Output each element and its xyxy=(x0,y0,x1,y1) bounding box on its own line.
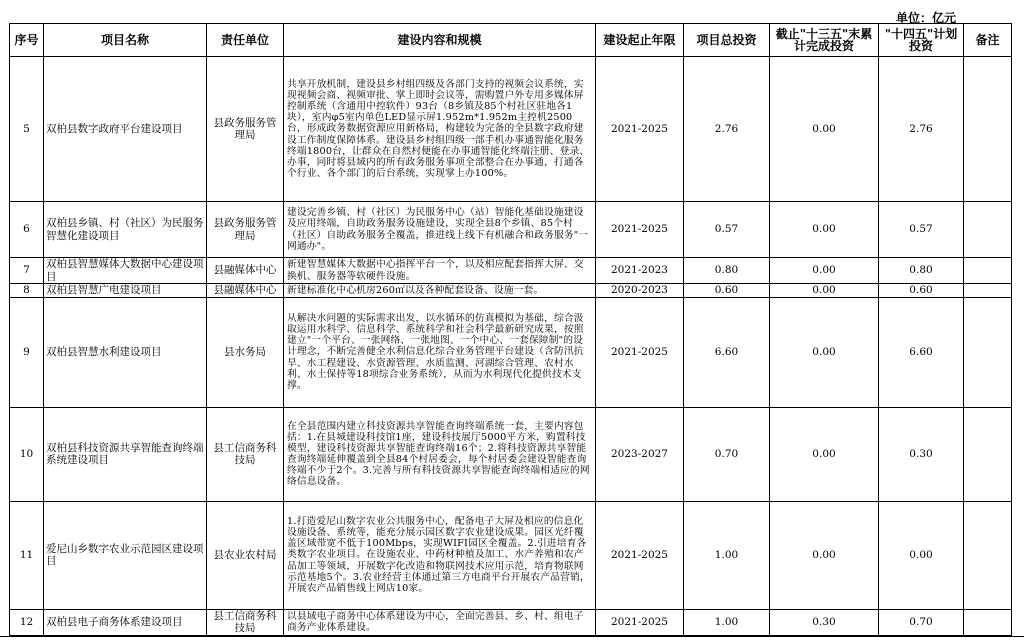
row-content: 在全县范围内建立科技资源共享智能查询终端系统一套，主要内容包括：1.在县城建设科技馆1座，建设科技展厅5000平方米，购置科技模型，建设科技资源共享智能查询终端16个；2.将科技资源共享智能查询终端延伸覆盖到全县84个村居委会，每个村居委会建设智能查询终端不少于2个。3.完善与所有科技资源共享智能查询终端相适应的网络信息设备。 xyxy=(284,407,596,501)
row-content: 建设完善乡镇、村（社区）为民服务中心（站）智能化基础设施建设及应用终端，自助政务服务设施建设，实现全县8个乡镇、85个村（社区）自助政务服务全覆盖，推进线上线下有机融合和政务服务"一网通办"。 xyxy=(284,202,596,258)
header-done: 截止"十三五"末累计完成投资 xyxy=(770,24,879,57)
table-row xyxy=(10,57,1012,202)
row-name: 爱尼山乡数字农业示范园区建设项目 xyxy=(44,501,207,609)
row-name: 双柏县智慧水利建设项目 xyxy=(44,297,207,407)
row-plan: 2.76 xyxy=(879,57,964,202)
row-done: 0.00 xyxy=(770,297,879,407)
table-row xyxy=(10,258,1012,284)
row-done: 0.00 xyxy=(770,202,879,258)
row-period: 2021-2025 xyxy=(596,57,684,202)
row-period: 2021-2025 xyxy=(596,297,684,407)
row-unit: 县政务服务管理局 xyxy=(207,202,284,258)
row-plan: 0.30 xyxy=(879,407,964,501)
table-row xyxy=(10,501,1012,609)
header-total: 项目总投资 xyxy=(684,24,770,57)
bottom-rule xyxy=(0,636,1024,637)
row-total: 0.80 xyxy=(684,258,770,284)
row-period: 2021-2025 xyxy=(596,501,684,609)
row-seq: 9 xyxy=(10,297,44,407)
row-note xyxy=(964,258,1012,284)
row-done: 0.00 xyxy=(770,501,879,609)
row-name: 双柏县智慧媒体大数据中心建设项目 xyxy=(44,258,207,284)
row-note xyxy=(964,284,1012,298)
row-name: 双柏县智慧广电建设项目 xyxy=(44,284,207,298)
row-total: 0.70 xyxy=(684,407,770,501)
row-unit: 县工信商务科技局 xyxy=(207,407,284,501)
row-content: 以县域电子商务中心体系建设为中心，全面完善县、乡、村、组电子商务产业体系建设。 xyxy=(284,609,596,635)
row-unit: 县政务服务管理局 xyxy=(207,57,284,202)
row-note xyxy=(964,609,1012,635)
row-seq: 11 xyxy=(10,501,44,609)
row-note xyxy=(964,297,1012,407)
table-header-row xyxy=(10,24,1012,57)
row-done: 0.30 xyxy=(770,609,879,635)
table-row xyxy=(10,609,1012,635)
row-seq: 8 xyxy=(10,284,44,298)
row-seq: 12 xyxy=(10,609,44,635)
row-unit: 县水务局 xyxy=(207,297,284,407)
row-plan: 0.80 xyxy=(879,258,964,284)
row-note xyxy=(964,501,1012,609)
row-total: 2.76 xyxy=(684,57,770,202)
row-name: 双柏县乡镇、村（社区）为民服务智慧化建设项目 xyxy=(44,202,207,258)
row-done: 0.00 xyxy=(770,407,879,501)
row-content: 新建标准化中心机房260㎡以及各种配套设备、设施一套。 xyxy=(284,284,596,298)
header-plan: "十四五"计划投资 xyxy=(879,24,964,57)
header-name: 项目名称 xyxy=(44,24,207,57)
row-period: 2020-2023 xyxy=(596,284,684,298)
row-unit: 县融媒体中心 xyxy=(207,258,284,284)
table-row xyxy=(10,284,1012,298)
row-plan: 0.00 xyxy=(879,501,964,609)
row-seq: 6 xyxy=(10,202,44,258)
unit-label: 单位：亿元 xyxy=(896,11,957,25)
investment-table xyxy=(9,23,1012,636)
row-note xyxy=(964,202,1012,258)
row-name: 双柏县电子商务体系建设项目 xyxy=(44,609,207,635)
row-total: 1.00 xyxy=(684,501,770,609)
header-period: 建设起止年限 xyxy=(596,24,684,57)
table-row xyxy=(10,202,1012,258)
row-plan: 6.60 xyxy=(879,297,964,407)
table-row xyxy=(10,297,1012,407)
row-plan: 0.70 xyxy=(879,609,964,635)
row-done: 0.00 xyxy=(770,57,879,202)
row-seq: 7 xyxy=(10,258,44,284)
row-total: 0.57 xyxy=(684,202,770,258)
row-unit: 县融媒体中心 xyxy=(207,284,284,298)
header-content: 建设内容和规模 xyxy=(284,24,596,57)
row-unit: 县工信商务科技局 xyxy=(207,609,284,635)
row-plan: 0.57 xyxy=(879,202,964,258)
header-seq: 序号 xyxy=(10,24,44,57)
header-note: 备注 xyxy=(964,24,1012,57)
row-done: 0.00 xyxy=(770,284,879,298)
table-row xyxy=(10,407,1012,501)
row-done: 0.00 xyxy=(770,258,879,284)
row-name: 双柏县数字政府平台建设项目 xyxy=(44,57,207,202)
row-note xyxy=(964,57,1012,202)
row-content: 新建智慧媒体大数据中心指挥平台一个，以及相应配套指挥大屏、交换机、服务器等软硬件设施。 xyxy=(284,258,596,284)
row-plan: 0.60 xyxy=(879,284,964,298)
row-content: 从解决水问题的实际需求出发，以水循环的仿真模拟为基础，综合汲取运用水科学、信息科学、系统科学和社会科学最新研究成果，按照建立"一个平台、一张网络、一张地图、一个中心、一套保障制"的设计理念，不断完善健全水利信息化综合业务管理平台建设（含防汛抗旱、水工程建设、水资源管理、水质监测、河湖综合管理、农村水利、水土保持等18项综合业务系统），从而为水利现代化提供技术支撑。 xyxy=(284,297,596,407)
row-note xyxy=(964,407,1012,501)
row-period: 2021-2025 xyxy=(596,202,684,258)
row-total: 1.00 xyxy=(684,609,770,635)
row-period: 2023-2027 xyxy=(596,407,684,501)
row-seq: 10 xyxy=(10,407,44,501)
row-total: 6.60 xyxy=(684,297,770,407)
row-content: 1.打造爱尼山数字农业公共服务中心，配备电子大屏及相应的信息化设施设备、系统等，能充分展示园区数字农业建设成果。园区光纤覆盖区域带宽不低于100Mbps，实现WIFI园区全覆盖。2.引进培育各类数字农业项目。在设施农业、中药材种植及加工、水产养殖和农产品加工等领域，开展数字化改造和物联网技术应用示范，培育物联网示范基地5个。3.农业经营主体通过第三方电商平台开展农产品营销，开展农产品销售线上网店10家。 xyxy=(284,501,596,609)
row-period: 2021-2023 xyxy=(596,258,684,284)
row-total: 0.60 xyxy=(684,284,770,298)
row-period: 2021-2025 xyxy=(596,609,684,635)
header-unit: 责任单位 xyxy=(207,24,284,57)
row-seq: 5 xyxy=(10,57,44,202)
row-name: 双柏县科技资源共享智能查询终端系统建设项目 xyxy=(44,407,207,501)
row-content: 共享开放机制，建设县乡村组四级及各部门支持的视频会议系统，实现视频会商、视频审批、掌上即时会议等，需购置户外专用多媒体屏控制系统（含通用中控软件）93台（8乡镇及85个村社区驻地各1块），室内φ5室内单色LED显示屏1.952m*1.952m主控机2500台，形成政务数据资源应用新格局，构建较为完备的全县数字政府建设工作制度保障体系。建设县乡村组四级一部手机办事通智能化服务终端1800台，让群众在自然村便能在办事通智能化终端注册、登录、办事，同时将县域内的所有政务服务事项全部整合在办事通，打通各个行业、各个部门的后台系统，实现掌上办100%。 xyxy=(284,57,596,202)
row-unit: 县农业农村局 xyxy=(207,501,284,609)
